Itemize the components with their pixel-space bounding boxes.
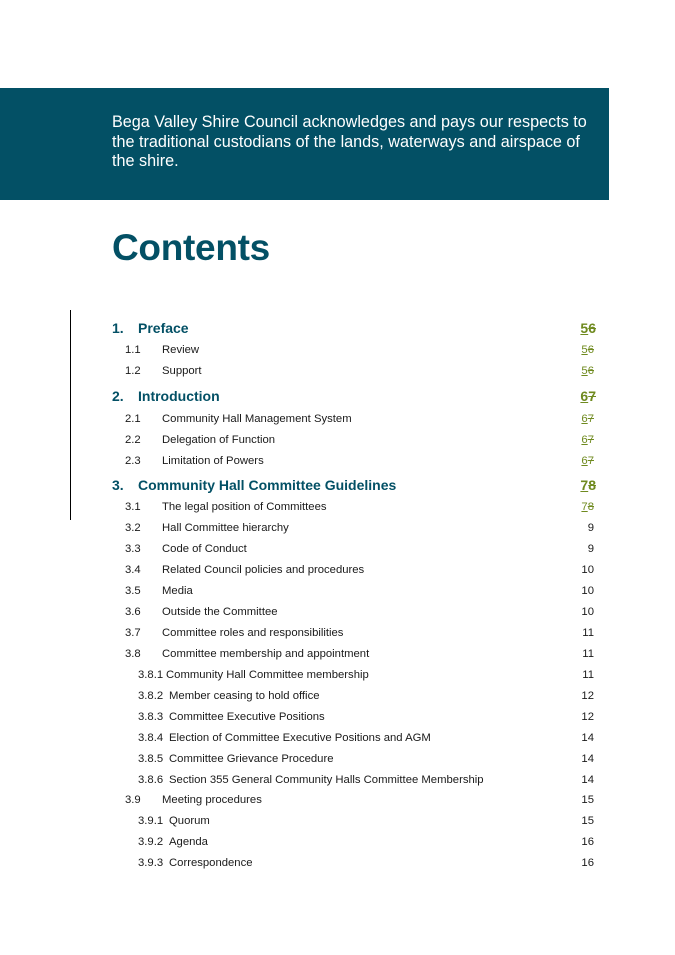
toc-entry-title: Committee Grievance Procedure xyxy=(169,753,334,765)
acknowledgement-text: Bega Valley Shire Council acknowledges and pays our respects to the traditional custodians of the lands, waterways and airspace of the shire. xyxy=(112,113,587,171)
toc-entry-page: 12 xyxy=(581,711,594,723)
toc-entry-correspondence[interactable] xyxy=(0,853,675,873)
page-deleted: 7 xyxy=(587,455,594,467)
toc-entry-related-policies[interactable] xyxy=(0,560,675,580)
toc-entry-number: 2.1 xyxy=(125,413,141,425)
toc-entry-page xyxy=(581,340,594,360)
toc-entry-page: 14 xyxy=(581,732,594,744)
page-inserted: 5 xyxy=(581,365,588,377)
toc-entry-number: 3.2 xyxy=(125,522,141,534)
toc-entry-title: Election of Committee Executive Positions and AGM xyxy=(169,732,431,744)
toc-entry-number: 3.7 xyxy=(125,627,141,639)
toc-entry-page: 16 xyxy=(581,857,594,869)
toc-entry-title: Committee roles and responsibilities xyxy=(162,627,344,639)
toc-entry-page: 11 xyxy=(582,627,594,639)
toc-entry-page xyxy=(580,384,596,408)
toc-entry-limitation-of-powers[interactable] xyxy=(0,451,675,471)
page-inserted: 5 xyxy=(581,344,588,356)
toc-entry-support[interactable] xyxy=(0,361,675,381)
toc-entry-number: 3.9.2 xyxy=(138,836,164,848)
toc-entry-meeting-procedures[interactable] xyxy=(0,790,675,810)
toc-entry-number: 3.8 xyxy=(125,648,141,660)
toc-entry-number: 3.8.3 xyxy=(138,711,164,723)
toc-entry-legal-position[interactable] xyxy=(0,497,675,517)
toc-entry-page xyxy=(581,361,594,381)
toc-entry-title: Media xyxy=(162,585,193,597)
toc-entry-title: Section 355 General Community Halls Committee Membership xyxy=(169,774,484,786)
toc-entry-page: 11 xyxy=(582,648,594,660)
toc-entry-community-hall-committee-guidelines[interactable] xyxy=(0,473,675,497)
toc-entry-membership-and-appointment[interactable] xyxy=(0,644,675,664)
toc-entry-number: 3.3 xyxy=(125,543,141,555)
toc-entry-page xyxy=(580,316,596,340)
toc-entry-community-hall-management-system[interactable] xyxy=(0,409,675,429)
toc-entry-page: 11 xyxy=(582,669,594,681)
toc-entry-number: 3.9 xyxy=(125,794,141,806)
page-inserted: 6 xyxy=(581,413,588,425)
toc-entry-title: Hall Committee hierarchy xyxy=(162,522,289,534)
toc-entry-hall-committee-hierarchy[interactable] xyxy=(0,518,675,538)
toc-entry-page xyxy=(581,451,594,471)
toc-entry-number: 3.8.1 xyxy=(138,669,164,681)
toc-entry-title: Correspondence xyxy=(169,857,253,869)
toc-entry-page: 14 xyxy=(581,774,594,786)
toc-entry-page: 10 xyxy=(581,585,594,597)
toc-entry-page: 10 xyxy=(581,564,594,576)
toc-entry-number: 3.6 xyxy=(125,606,141,618)
toc-entry-media[interactable] xyxy=(0,581,675,601)
toc-entry-title: Related Council policies and procedures xyxy=(162,564,365,576)
toc-entry-title: Committee Executive Positions xyxy=(169,711,325,723)
toc-entry-title: Delegation of Function xyxy=(162,434,276,446)
toc-entry-title: Preface xyxy=(138,320,189,336)
toc-entry-hall-committee-membership[interactable] xyxy=(0,665,675,685)
page-deleted: 7 xyxy=(588,388,596,404)
toc-entry-number: 1.2 xyxy=(125,365,141,377)
toc-entry-title: Meeting procedures xyxy=(162,794,262,806)
toc-entry-title: Committee membership and appointment xyxy=(162,648,370,660)
toc-entry-number: 1.1 xyxy=(125,344,141,356)
toc-entry-page: 12 xyxy=(581,690,594,702)
page-deleted: 7 xyxy=(587,413,594,425)
contents-heading: Contents xyxy=(112,227,270,268)
toc-entry-title: Outside the Committee xyxy=(162,606,278,618)
toc-entry-introduction[interactable] xyxy=(0,384,675,408)
toc-entry-title: Limitation of Powers xyxy=(162,455,264,467)
toc-entry-page: 9 xyxy=(587,543,594,555)
toc-entry-number: 3.1 xyxy=(125,501,141,513)
toc-entry-number: 3. xyxy=(112,477,124,493)
toc-entry-page: 14 xyxy=(581,753,594,765)
toc-entry-number: 3.8.6 xyxy=(138,774,164,786)
toc-entry-executive-positions[interactable] xyxy=(0,707,675,727)
page-inserted: 7 xyxy=(581,501,588,513)
toc-entry-grievance-procedure[interactable] xyxy=(0,749,675,769)
toc-entry-outside-the-committee[interactable] xyxy=(0,602,675,622)
toc-entry-number: 1. xyxy=(112,320,124,336)
toc-entry-page xyxy=(581,430,594,450)
toc-entry-number: 3.9.3 xyxy=(138,857,164,869)
toc-entry-section-355-membership[interactable] xyxy=(0,770,675,790)
page-inserted: 7 xyxy=(580,477,589,493)
toc-entry-title: Introduction xyxy=(138,388,220,404)
page-deleted: 8 xyxy=(588,477,596,493)
toc-entry-page: 9 xyxy=(587,522,594,534)
page-inserted: 6 xyxy=(580,388,589,404)
toc-entry-page: 10 xyxy=(581,606,594,618)
toc-entry-title: Community Hall Committee membership xyxy=(166,669,369,681)
page-inserted: 6 xyxy=(581,434,588,446)
toc-entry-code-of-conduct[interactable] xyxy=(0,539,675,559)
toc-entry-number: 2.2 xyxy=(125,434,141,446)
page-inserted: 5 xyxy=(580,320,589,336)
page-deleted: 7 xyxy=(587,434,594,446)
toc-entry-number: 3.5 xyxy=(125,585,141,597)
toc-entry-election-and-agm[interactable] xyxy=(0,728,675,748)
toc-entry-agenda[interactable] xyxy=(0,832,675,852)
toc-entry-page xyxy=(581,497,594,517)
toc-entry-title: Community Hall Committee Guidelines xyxy=(138,477,397,493)
toc-entry-number: 3.8.5 xyxy=(138,753,164,765)
toc-entry-page: 16 xyxy=(581,836,594,848)
page-deleted: 8 xyxy=(587,501,594,513)
toc-entry-number: 3.9.1 xyxy=(138,815,164,827)
toc-entry-preface[interactable] xyxy=(0,316,675,340)
toc-entry-title: Agenda xyxy=(169,836,208,848)
page-deleted: 6 xyxy=(588,320,596,336)
toc-entry-number: 3.4 xyxy=(125,564,141,576)
page-inserted: 6 xyxy=(581,455,588,467)
toc-entry-title: Community Hall Management System xyxy=(162,413,352,425)
toc-entry-member-ceasing-office[interactable] xyxy=(0,686,675,706)
toc-entry-number: 2. xyxy=(112,388,124,404)
toc-entry-page: 15 xyxy=(581,794,594,806)
toc-entry-page xyxy=(580,473,596,497)
page-deleted: 6 xyxy=(587,365,594,377)
toc-entry-title: Code of Conduct xyxy=(162,543,247,555)
toc-entry-delegation-of-function[interactable] xyxy=(0,430,675,450)
toc-entry-number: 3.8.2 xyxy=(138,690,164,702)
toc-entry-title: Member ceasing to hold office xyxy=(169,690,320,702)
page-deleted: 6 xyxy=(587,344,594,356)
toc-entry-review[interactable] xyxy=(0,340,675,360)
toc-entry-quorum[interactable] xyxy=(0,811,675,831)
toc-entry-page: 15 xyxy=(581,815,594,827)
toc-entry-number: 3.8.4 xyxy=(138,732,164,744)
toc-entry-title: Review xyxy=(162,344,200,356)
toc-entry-title: Quorum xyxy=(169,815,210,827)
toc-entry-roles-and-responsibilities[interactable] xyxy=(0,623,675,643)
toc-entry-page xyxy=(581,409,594,429)
toc-entry-title: The legal position of Committees xyxy=(162,501,327,513)
toc-entry-title: Support xyxy=(162,365,202,377)
toc-entry-number: 2.3 xyxy=(125,455,141,467)
